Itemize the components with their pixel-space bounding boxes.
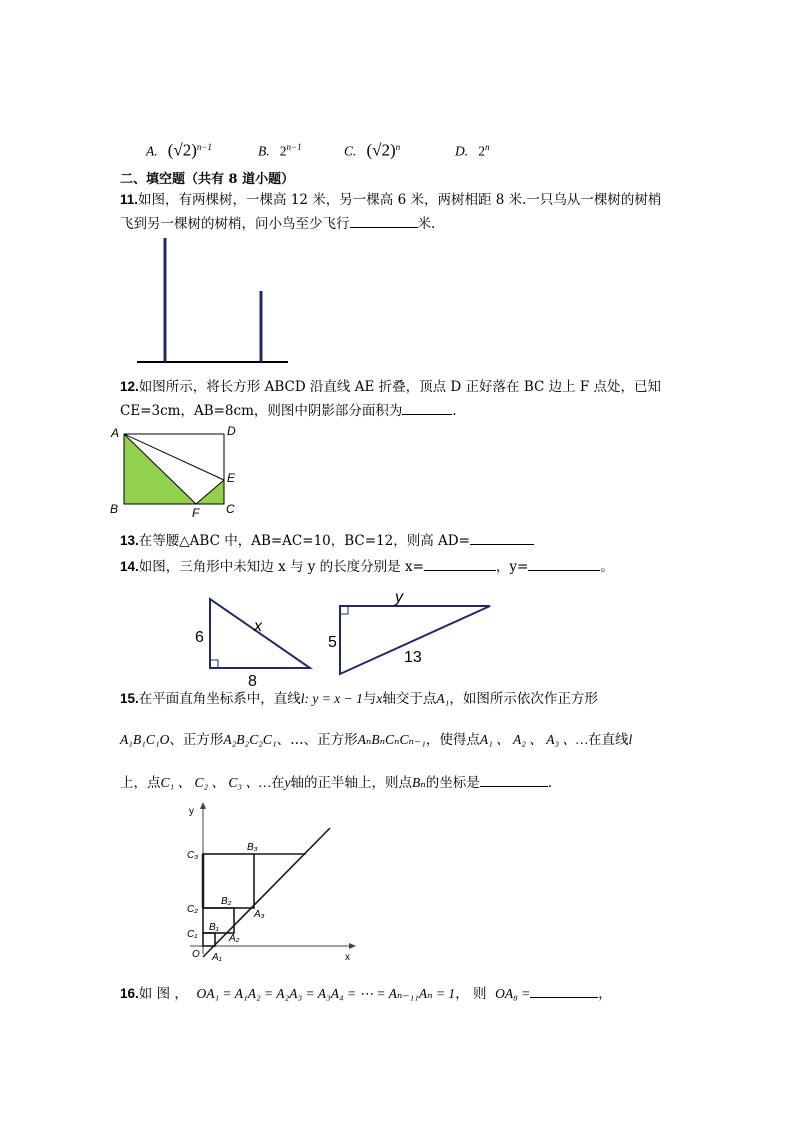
answer-blank-x bbox=[424, 556, 496, 571]
square-a1b1c1o bbox=[203, 933, 215, 946]
q15-text: 、正方形 bbox=[169, 732, 224, 748]
answer-blank bbox=[470, 530, 534, 545]
q15-line1 bbox=[120, 690, 598, 708]
points-c: C₁ 、 C₂ 、 C₃ 、… bbox=[160, 775, 271, 790]
q15-line3 bbox=[120, 772, 552, 792]
q11-text: 飞到另一棵树的树梢，问小鸟至少飞行 bbox=[120, 216, 350, 232]
point-bn: Bₙ bbox=[411, 775, 426, 790]
label-b1: B₁ bbox=[209, 922, 219, 933]
line-l: l bbox=[300, 691, 305, 706]
question-number: 12. bbox=[120, 379, 139, 394]
answer-blank bbox=[402, 400, 452, 415]
answer-blank bbox=[530, 983, 598, 998]
q15-text: 轴的正半轴上，则点 bbox=[290, 775, 412, 791]
option-letter: D. bbox=[455, 143, 469, 159]
q15-text: 在直线 bbox=[588, 732, 629, 748]
q14-end: 。 bbox=[600, 559, 614, 575]
q16-text: ， 则 bbox=[455, 986, 487, 1002]
label-a2: A₂ bbox=[229, 933, 240, 944]
x-axis-symbol: x bbox=[376, 691, 383, 706]
option-d bbox=[455, 138, 490, 161]
label-origin: O bbox=[192, 949, 200, 960]
q14-text: 如图，三角形中未知边 x 与 y 的长度分别是 x= bbox=[138, 559, 424, 575]
axis-label-y: y bbox=[189, 806, 194, 817]
q15-end: . bbox=[547, 775, 552, 791]
q11-trees-figure bbox=[130, 230, 295, 370]
option-c bbox=[344, 138, 400, 161]
option-expression: 2 bbox=[279, 143, 287, 159]
option-exponent: n bbox=[485, 142, 490, 152]
q15-text: 、…、正方形 bbox=[276, 732, 358, 748]
y-axis-arrow bbox=[200, 802, 206, 809]
question-number: 14. bbox=[120, 559, 139, 574]
question-number: 13. bbox=[120, 533, 139, 548]
q15-text: 上，点 bbox=[120, 775, 161, 791]
label-a: A bbox=[111, 426, 120, 440]
tri1-leg-horizontal: 8 bbox=[248, 673, 257, 690]
label-c2: C₂ bbox=[187, 904, 199, 915]
section-title: 二、填空题（共有 8 道小题） bbox=[120, 172, 295, 187]
tri1-leg-vertical: 6 bbox=[195, 629, 204, 646]
q13-line bbox=[120, 530, 534, 550]
question-number: 16. bbox=[120, 986, 139, 1001]
points-a: A₁ 、 A₂ 、 A₃ 、… bbox=[479, 732, 589, 747]
tri2-top-side: y bbox=[395, 589, 403, 606]
label-a3: A₃ bbox=[254, 909, 265, 920]
answer-blank bbox=[350, 213, 418, 228]
option-exponent: n−1 bbox=[196, 142, 212, 152]
option-a bbox=[146, 138, 212, 161]
label-c: C bbox=[226, 502, 235, 516]
x-axis-arrow bbox=[349, 943, 356, 949]
q11-text: 如图，有两棵树，一棵高 12 米，另一棵高 6 米，两树相距 8 米.一只乌从一棵树的树梢 bbox=[138, 192, 662, 208]
label-b: B bbox=[110, 502, 119, 516]
q16-end: ， bbox=[598, 986, 612, 1002]
tri2-hypotenuse: 13 bbox=[404, 649, 422, 666]
line-l: l bbox=[628, 732, 633, 747]
q11-line1 bbox=[120, 191, 661, 209]
label-b2: B₂ bbox=[221, 896, 232, 907]
label-d: D bbox=[227, 424, 236, 438]
option-exponent: n bbox=[395, 142, 401, 152]
question-number: 15. bbox=[120, 691, 139, 706]
right-angle-mark-1 bbox=[210, 660, 218, 668]
q14-triangles-figure bbox=[190, 584, 500, 690]
label-b3: B₃ bbox=[247, 842, 258, 853]
square-n: AₙBₙCₙCₙ₋₁ bbox=[357, 732, 426, 747]
q14-line bbox=[120, 556, 614, 576]
q15-text: 在 bbox=[270, 775, 285, 791]
label-a1: A₁ bbox=[212, 952, 222, 963]
line-equation: : y = x − 1 bbox=[304, 691, 363, 706]
q16-equation-oa8: OA₈ = bbox=[495, 986, 531, 1001]
right-angle-mark-2 bbox=[340, 606, 348, 614]
q12-line1 bbox=[120, 378, 661, 396]
q15-text: ，使得点 bbox=[425, 732, 480, 748]
option-exponent: n−1 bbox=[286, 142, 302, 152]
answer-blank bbox=[480, 772, 548, 787]
q15-text: 在平面直角坐标系中，直线 bbox=[138, 691, 301, 707]
q15-text: 与 bbox=[362, 691, 377, 707]
label-f: F bbox=[192, 506, 200, 518]
y-axis-symbol: y bbox=[284, 775, 291, 790]
q14-text: ，y= bbox=[495, 559, 529, 575]
option-letter: A. bbox=[146, 143, 158, 159]
q16-line bbox=[120, 983, 612, 1003]
point-a1: A₁ bbox=[436, 691, 450, 706]
answer-blank-y bbox=[528, 556, 600, 571]
q15-text: 的坐标是 bbox=[425, 775, 480, 791]
option-expression: 2 bbox=[478, 143, 485, 159]
square-2: A₂B₂C₂C₁ bbox=[223, 732, 277, 747]
q12-text: CE=3cm，AB=8cm，则图中阴影部分面积为 bbox=[120, 403, 403, 419]
option-b bbox=[258, 138, 302, 161]
q15-text: 轴交于点 bbox=[382, 691, 437, 707]
q15-line2 bbox=[120, 731, 632, 749]
question-number: 11. bbox=[120, 192, 139, 207]
q16-equation: OA₁ = A₁A₂ = A₂A₃ = A₃A₄ = ⋯ = Aₙ₋₁₁Aₙ = 1 bbox=[196, 986, 456, 1001]
q12-text: 如图所示，将长方形 ABCD 沿直线 AE 折叠，顶点 D 正好落在 BC 边上 F 点处，已知 bbox=[138, 379, 662, 395]
q12-end: . bbox=[452, 403, 457, 419]
label-e: E bbox=[227, 471, 236, 485]
q11-unit: 米. bbox=[417, 216, 436, 232]
line-l bbox=[203, 828, 330, 957]
q13-text: 在等腰△ABC 中，AB=AC=10，BC=12，则高 AD= bbox=[138, 533, 470, 549]
q16-text: 如 图 ， bbox=[138, 986, 188, 1002]
option-letter: C. bbox=[344, 143, 357, 159]
option-expression: (√2) bbox=[366, 140, 396, 160]
option-letter: B. bbox=[258, 143, 270, 159]
square-1: A₁B₁C₁O bbox=[120, 732, 170, 747]
label-c1: C₁ bbox=[187, 929, 198, 940]
q15-text: ，如图所示依次作正方形 bbox=[449, 691, 598, 707]
q12-line2 bbox=[120, 400, 457, 420]
tri2-leg-vertical: 5 bbox=[328, 634, 337, 651]
q12-rectangle-figure bbox=[108, 420, 243, 518]
label-c3: C₃ bbox=[187, 850, 199, 861]
axis-label-x: x bbox=[345, 952, 350, 963]
tri1-hypotenuse: x bbox=[254, 618, 262, 635]
q15-coordinate-figure bbox=[180, 800, 360, 970]
option-expression: (√2) bbox=[167, 140, 197, 160]
